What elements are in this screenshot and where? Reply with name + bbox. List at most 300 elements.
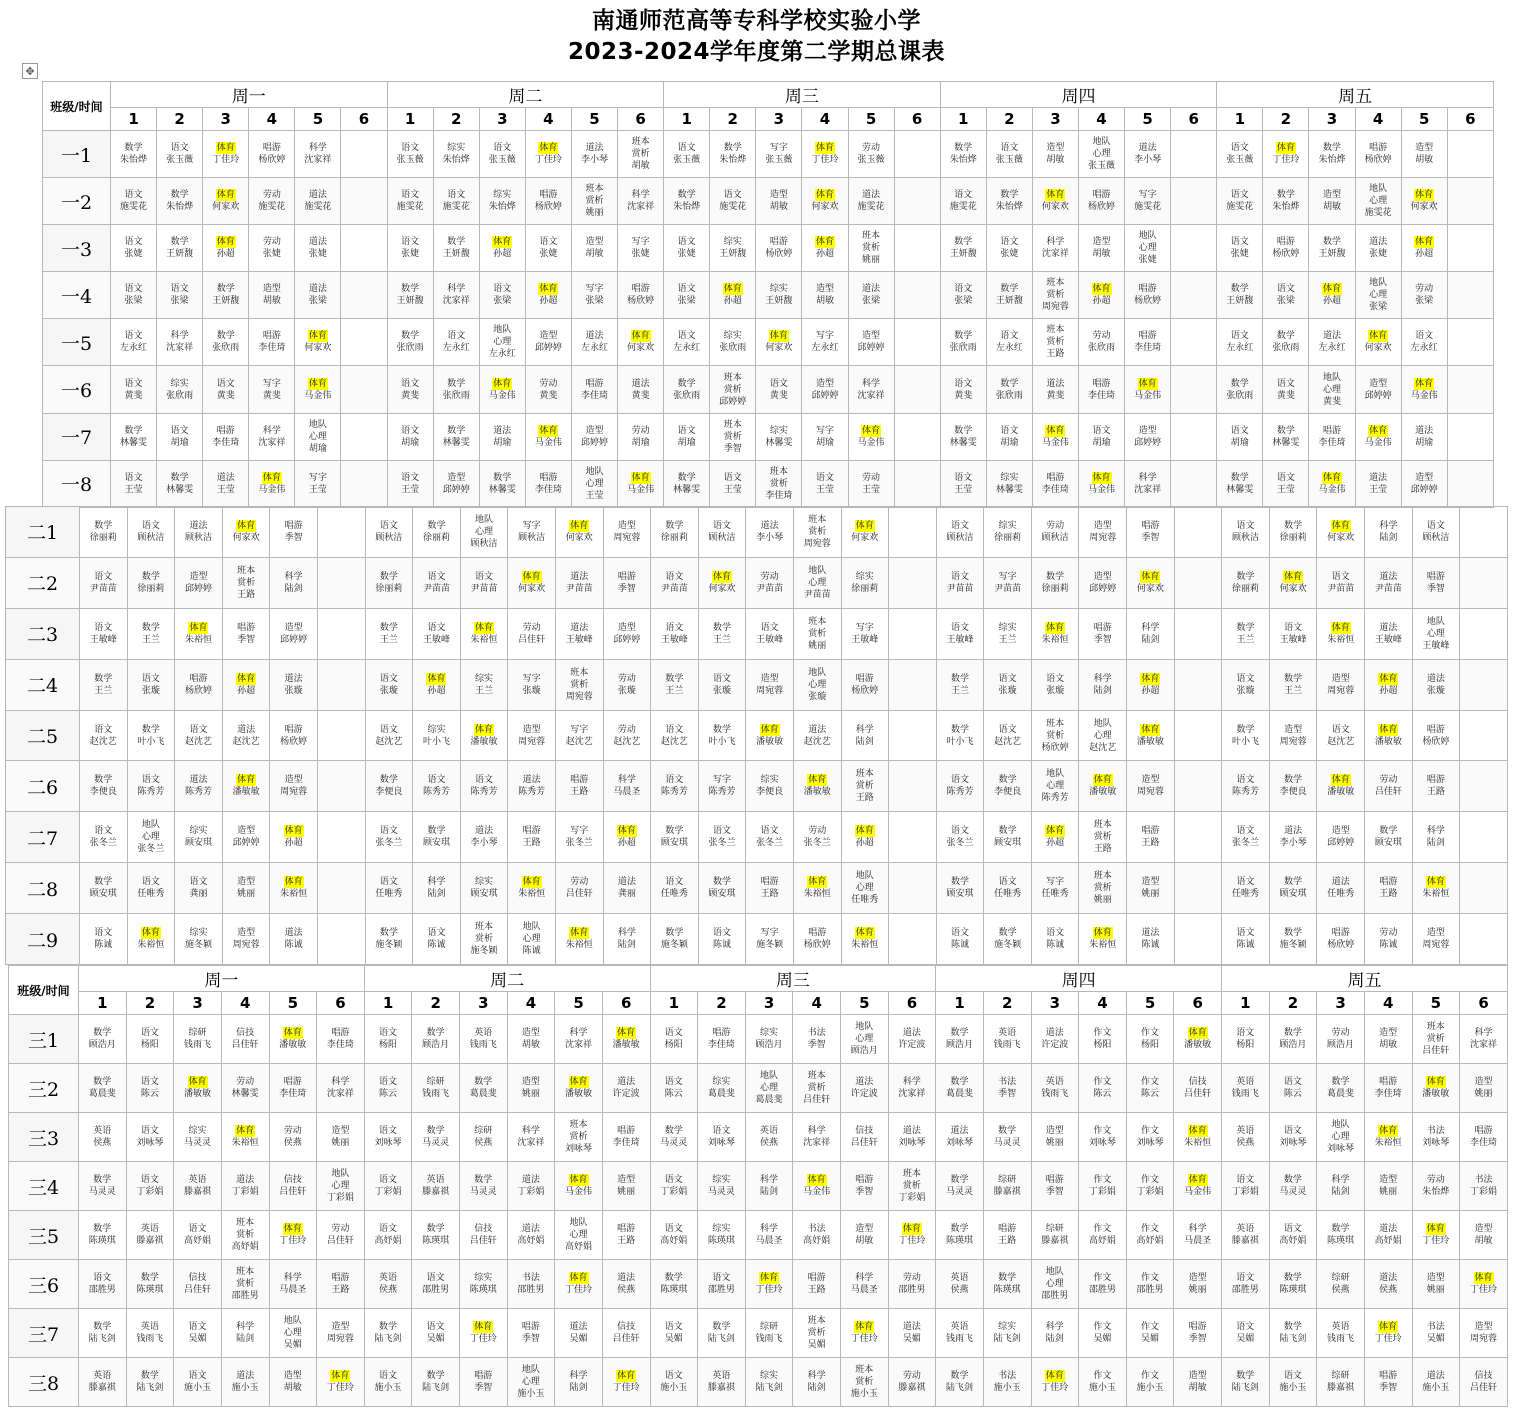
lesson-cell[interactable] [295, 178, 341, 225]
lesson-cell[interactable] [984, 812, 1032, 863]
lesson-cell[interactable] [174, 1162, 222, 1211]
lesson-cell[interactable] [841, 659, 889, 710]
lesson-cell[interactable] [1269, 812, 1317, 863]
lesson-cell[interactable] [984, 761, 1032, 812]
lesson-cell[interactable] [936, 1162, 984, 1211]
lesson-cell[interactable] [1412, 1064, 1460, 1113]
lesson-cell[interactable] [710, 413, 756, 460]
lesson-cell[interactable] [1079, 1358, 1127, 1407]
lesson-cell[interactable] [848, 272, 894, 319]
lesson-cell[interactable] [460, 863, 508, 914]
lesson-cell[interactable] [365, 761, 413, 812]
lesson-cell[interactable] [664, 178, 710, 225]
lesson-cell[interactable] [1365, 914, 1413, 965]
lesson-cell[interactable] [936, 608, 984, 659]
lesson-cell[interactable] [651, 507, 699, 558]
lesson-cell[interactable] [986, 460, 1032, 507]
lesson-cell[interactable] [1460, 1162, 1508, 1211]
lesson-cell[interactable] [651, 863, 699, 914]
lesson-cell[interactable] [341, 319, 387, 366]
lesson-cell[interactable] [270, 914, 318, 965]
lesson-cell[interactable] [412, 1211, 460, 1260]
lesson-cell[interactable] [936, 761, 984, 812]
lesson-cell[interactable] [936, 1064, 984, 1113]
lesson-cell[interactable] [984, 710, 1032, 761]
lesson-cell[interactable] [756, 225, 802, 272]
lesson-cell[interactable] [936, 557, 984, 608]
lesson-cell[interactable] [1412, 914, 1460, 965]
lesson-cell[interactable] [1127, 557, 1175, 608]
lesson-cell[interactable] [1031, 761, 1079, 812]
lesson-cell[interactable] [1032, 319, 1078, 366]
lesson-cell[interactable] [555, 608, 603, 659]
lesson-cell[interactable] [364, 1260, 412, 1309]
lesson-cell[interactable] [710, 460, 756, 507]
lesson-cell[interactable] [802, 366, 848, 413]
lesson-cell[interactable] [1031, 1162, 1079, 1211]
lesson-cell[interactable] [270, 507, 318, 558]
lesson-cell[interactable] [433, 460, 479, 507]
lesson-cell[interactable] [525, 272, 571, 319]
lesson-cell[interactable] [221, 1113, 269, 1162]
lesson-cell[interactable] [848, 413, 894, 460]
lesson-cell[interactable] [203, 366, 249, 413]
lesson-cell[interactable] [1126, 1015, 1174, 1064]
lesson-cell[interactable] [175, 863, 223, 914]
lesson-cell[interactable] [1309, 413, 1355, 460]
lesson-cell[interactable] [508, 608, 556, 659]
lesson-cell[interactable] [270, 710, 318, 761]
lesson-cell[interactable] [1079, 1113, 1127, 1162]
lesson-cell[interactable] [1127, 914, 1175, 965]
lesson-cell[interactable] [127, 507, 175, 558]
lesson-cell[interactable] [841, 863, 889, 914]
lesson-cell[interactable] [460, 1211, 508, 1260]
lesson-cell[interactable] [848, 178, 894, 225]
lesson-cell[interactable] [1412, 761, 1460, 812]
lesson-cell[interactable] [793, 863, 841, 914]
lesson-cell[interactable] [664, 225, 710, 272]
lesson-cell[interactable] [317, 608, 365, 659]
lesson-cell[interactable] [745, 1064, 793, 1113]
lesson-cell[interactable] [508, 812, 556, 863]
lesson-cell[interactable] [126, 1162, 174, 1211]
lesson-cell[interactable] [894, 460, 940, 507]
lesson-cell[interactable] [221, 1260, 269, 1309]
lesson-cell[interactable] [983, 1162, 1031, 1211]
lesson-cell[interactable] [1317, 659, 1365, 710]
lesson-cell[interactable] [746, 761, 794, 812]
lesson-cell[interactable] [940, 460, 986, 507]
lesson-cell[interactable] [841, 1162, 889, 1211]
lesson-cell[interactable] [126, 1064, 174, 1113]
lesson-cell[interactable] [1031, 659, 1079, 710]
lesson-cell[interactable] [841, 1113, 889, 1162]
lesson-cell[interactable] [603, 608, 651, 659]
lesson-cell[interactable] [433, 225, 479, 272]
lesson-cell[interactable] [203, 225, 249, 272]
lesson-cell[interactable] [1365, 863, 1413, 914]
lesson-cell[interactable] [111, 178, 157, 225]
lesson-cell[interactable] [710, 178, 756, 225]
lesson-cell[interactable] [479, 413, 525, 460]
lesson-cell[interactable] [1174, 608, 1222, 659]
lesson-cell[interactable] [174, 1260, 222, 1309]
lesson-cell[interactable] [603, 863, 651, 914]
lesson-cell[interactable] [1222, 1309, 1270, 1358]
lesson-cell[interactable] [1079, 812, 1127, 863]
lesson-cell[interactable] [940, 272, 986, 319]
lesson-cell[interactable] [802, 272, 848, 319]
lesson-cell[interactable] [1447, 319, 1493, 366]
lesson-cell[interactable] [1412, 608, 1460, 659]
lesson-cell[interactable] [940, 413, 986, 460]
lesson-cell[interactable] [295, 413, 341, 460]
lesson-cell[interactable] [413, 914, 461, 965]
lesson-cell[interactable] [940, 366, 986, 413]
lesson-cell[interactable] [111, 319, 157, 366]
lesson-cell[interactable] [1412, 1211, 1460, 1260]
lesson-cell[interactable] [555, 1015, 603, 1064]
lesson-cell[interactable] [479, 131, 525, 178]
lesson-cell[interactable] [127, 914, 175, 965]
lesson-cell[interactable] [1412, 1309, 1460, 1358]
lesson-cell[interactable] [1174, 1064, 1222, 1113]
lesson-cell[interactable] [894, 272, 940, 319]
lesson-cell[interactable] [111, 272, 157, 319]
lesson-cell[interactable] [317, 1260, 365, 1309]
lesson-cell[interactable] [756, 178, 802, 225]
lesson-cell[interactable] [698, 1015, 746, 1064]
lesson-cell[interactable] [1447, 413, 1493, 460]
lesson-cell[interactable] [157, 366, 203, 413]
lesson-cell[interactable] [664, 366, 710, 413]
lesson-cell[interactable] [1171, 319, 1217, 366]
lesson-cell[interactable] [1032, 413, 1078, 460]
lesson-cell[interactable] [364, 1358, 412, 1407]
lesson-cell[interactable] [317, 812, 365, 863]
lesson-cell[interactable] [1317, 863, 1365, 914]
lesson-cell[interactable] [603, 812, 651, 863]
lesson-cell[interactable] [1460, 608, 1508, 659]
lesson-cell[interactable] [1460, 1358, 1508, 1407]
lesson-cell[interactable] [888, 1309, 936, 1358]
lesson-cell[interactable] [618, 225, 664, 272]
lesson-cell[interactable] [1222, 1015, 1270, 1064]
lesson-cell[interactable] [127, 608, 175, 659]
lesson-cell[interactable] [984, 608, 1032, 659]
lesson-cell[interactable] [365, 812, 413, 863]
lesson-cell[interactable] [841, 608, 889, 659]
lesson-cell[interactable] [984, 863, 1032, 914]
lesson-cell[interactable] [555, 659, 603, 710]
lesson-cell[interactable] [1365, 761, 1413, 812]
lesson-cell[interactable] [1317, 1113, 1365, 1162]
lesson-cell[interactable] [1401, 131, 1447, 178]
lesson-cell[interactable] [603, 557, 651, 608]
lesson-cell[interactable] [1269, 1064, 1317, 1113]
lesson-cell[interactable] [1171, 366, 1217, 413]
lesson-cell[interactable] [1365, 557, 1413, 608]
lesson-cell[interactable] [479, 272, 525, 319]
lesson-cell[interactable] [841, 761, 889, 812]
lesson-cell[interactable] [270, 761, 318, 812]
lesson-cell[interactable] [650, 1309, 698, 1358]
lesson-cell[interactable] [1126, 1113, 1174, 1162]
lesson-cell[interactable] [433, 272, 479, 319]
lesson-cell[interactable] [222, 710, 270, 761]
lesson-cell[interactable] [650, 1211, 698, 1260]
lesson-cell[interactable] [603, 761, 651, 812]
lesson-cell[interactable] [555, 1309, 603, 1358]
lesson-cell[interactable] [222, 507, 270, 558]
lesson-cell[interactable] [79, 1358, 127, 1407]
lesson-cell[interactable] [1222, 761, 1270, 812]
lesson-cell[interactable] [525, 225, 571, 272]
lesson-cell[interactable] [1031, 507, 1079, 558]
lesson-cell[interactable] [571, 413, 617, 460]
lesson-cell[interactable] [746, 608, 794, 659]
lesson-cell[interactable] [1412, 1260, 1460, 1309]
lesson-cell[interactable] [412, 1015, 460, 1064]
lesson-cell[interactable] [894, 366, 940, 413]
lesson-cell[interactable] [222, 761, 270, 812]
lesson-cell[interactable] [984, 507, 1032, 558]
lesson-cell[interactable] [894, 131, 940, 178]
lesson-cell[interactable] [1079, 710, 1127, 761]
lesson-cell[interactable] [317, 1162, 365, 1211]
lesson-cell[interactable] [756, 460, 802, 507]
lesson-cell[interactable] [1079, 1211, 1127, 1260]
lesson-cell[interactable] [1032, 366, 1078, 413]
lesson-cell[interactable] [157, 460, 203, 507]
lesson-cell[interactable] [1078, 225, 1124, 272]
lesson-cell[interactable] [387, 272, 433, 319]
lesson-cell[interactable] [848, 366, 894, 413]
lesson-cell[interactable] [602, 1015, 650, 1064]
lesson-cell[interactable] [1355, 366, 1401, 413]
lesson-cell[interactable] [802, 131, 848, 178]
lesson-cell[interactable] [460, 507, 508, 558]
lesson-cell[interactable] [651, 812, 699, 863]
lesson-cell[interactable] [1222, 659, 1270, 710]
lesson-cell[interactable] [1217, 131, 1263, 178]
lesson-cell[interactable] [460, 1113, 508, 1162]
lesson-cell[interactable] [602, 1260, 650, 1309]
lesson-cell[interactable] [1355, 319, 1401, 366]
lesson-cell[interactable] [1079, 1309, 1127, 1358]
lesson-cell[interactable] [984, 557, 1032, 608]
lesson-cell[interactable] [174, 1113, 222, 1162]
lesson-cell[interactable] [1174, 659, 1222, 710]
lesson-cell[interactable] [126, 1358, 174, 1407]
lesson-cell[interactable] [1460, 863, 1508, 914]
lesson-cell[interactable] [1412, 710, 1460, 761]
lesson-cell[interactable] [555, 1162, 603, 1211]
lesson-cell[interactable] [175, 557, 223, 608]
lesson-cell[interactable] [1269, 1211, 1317, 1260]
lesson-cell[interactable] [111, 131, 157, 178]
lesson-cell[interactable] [507, 1260, 555, 1309]
lesson-cell[interactable] [221, 1162, 269, 1211]
lesson-cell[interactable] [507, 1064, 555, 1113]
lesson-cell[interactable] [1222, 914, 1270, 965]
lesson-cell[interactable] [174, 1358, 222, 1407]
lesson-cell[interactable] [571, 272, 617, 319]
lesson-cell[interactable] [651, 710, 699, 761]
lesson-cell[interactable] [222, 812, 270, 863]
lesson-cell[interactable] [222, 608, 270, 659]
lesson-cell[interactable] [1125, 460, 1171, 507]
lesson-cell[interactable] [698, 710, 746, 761]
lesson-cell[interactable] [365, 914, 413, 965]
lesson-cell[interactable] [983, 1309, 1031, 1358]
lesson-cell[interactable] [1222, 1162, 1270, 1211]
lesson-cell[interactable] [1263, 225, 1309, 272]
lesson-cell[interactable] [174, 1015, 222, 1064]
lesson-cell[interactable] [174, 1211, 222, 1260]
lesson-cell[interactable] [1222, 710, 1270, 761]
lesson-cell[interactable] [841, 507, 889, 558]
lesson-cell[interactable] [936, 1309, 984, 1358]
lesson-cell[interactable] [618, 366, 664, 413]
lesson-cell[interactable] [1364, 1162, 1412, 1211]
lesson-cell[interactable] [249, 225, 295, 272]
lesson-cell[interactable] [1222, 557, 1270, 608]
lesson-cell[interactable] [746, 812, 794, 863]
lesson-cell[interactable] [802, 178, 848, 225]
lesson-cell[interactable] [1217, 272, 1263, 319]
lesson-cell[interactable] [508, 863, 556, 914]
lesson-cell[interactable] [413, 507, 461, 558]
lesson-cell[interactable] [983, 1211, 1031, 1260]
lesson-cell[interactable] [618, 131, 664, 178]
lesson-cell[interactable] [1317, 710, 1365, 761]
lesson-cell[interactable] [841, 1260, 889, 1309]
move-handle-icon[interactable]: ✥ [22, 63, 38, 79]
lesson-cell[interactable] [79, 1260, 127, 1309]
lesson-cell[interactable] [602, 1162, 650, 1211]
lesson-cell[interactable] [1317, 608, 1365, 659]
lesson-cell[interactable] [317, 1309, 365, 1358]
lesson-cell[interactable] [1263, 413, 1309, 460]
lesson-cell[interactable] [413, 710, 461, 761]
lesson-cell[interactable] [940, 319, 986, 366]
lesson-cell[interactable] [460, 608, 508, 659]
lesson-cell[interactable] [698, 812, 746, 863]
lesson-cell[interactable] [1412, 557, 1460, 608]
lesson-cell[interactable] [1078, 413, 1124, 460]
lesson-cell[interactable] [936, 1211, 984, 1260]
lesson-cell[interactable] [555, 812, 603, 863]
lesson-cell[interactable] [317, 1015, 365, 1064]
lesson-cell[interactable] [1317, 812, 1365, 863]
lesson-cell[interactable] [1032, 272, 1078, 319]
lesson-cell[interactable] [841, 1064, 889, 1113]
lesson-cell[interactable] [745, 1015, 793, 1064]
lesson-cell[interactable] [698, 1113, 746, 1162]
lesson-cell[interactable] [295, 272, 341, 319]
lesson-cell[interactable] [433, 178, 479, 225]
lesson-cell[interactable] [1031, 608, 1079, 659]
lesson-cell[interactable] [270, 659, 318, 710]
lesson-cell[interactable] [651, 914, 699, 965]
lesson-cell[interactable] [1031, 557, 1079, 608]
lesson-cell[interactable] [1401, 460, 1447, 507]
lesson-cell[interactable] [841, 1015, 889, 1064]
lesson-cell[interactable] [126, 1113, 174, 1162]
lesson-cell[interactable] [1031, 1211, 1079, 1260]
lesson-cell[interactable] [698, 1358, 746, 1407]
lesson-cell[interactable] [222, 863, 270, 914]
lesson-cell[interactable] [793, 1064, 841, 1113]
lesson-cell[interactable] [1447, 460, 1493, 507]
lesson-cell[interactable] [602, 1211, 650, 1260]
lesson-cell[interactable] [1079, 914, 1127, 965]
lesson-cell[interactable] [387, 131, 433, 178]
lesson-cell[interactable] [1031, 1064, 1079, 1113]
lesson-cell[interactable] [1412, 659, 1460, 710]
lesson-cell[interactable] [1269, 608, 1317, 659]
lesson-cell[interactable] [80, 557, 128, 608]
lesson-cell[interactable] [936, 812, 984, 863]
lesson-cell[interactable] [555, 1113, 603, 1162]
lesson-cell[interactable] [1127, 507, 1175, 558]
lesson-cell[interactable] [111, 366, 157, 413]
lesson-cell[interactable] [1125, 366, 1171, 413]
lesson-cell[interactable] [364, 1309, 412, 1358]
lesson-cell[interactable] [848, 319, 894, 366]
lesson-cell[interactable] [1269, 1309, 1317, 1358]
lesson-cell[interactable] [1263, 366, 1309, 413]
lesson-cell[interactable] [1171, 178, 1217, 225]
lesson-cell[interactable] [793, 812, 841, 863]
lesson-cell[interactable] [1222, 1358, 1270, 1407]
lesson-cell[interactable] [1364, 1309, 1412, 1358]
lesson-cell[interactable] [270, 812, 318, 863]
lesson-cell[interactable] [1079, 1162, 1127, 1211]
lesson-cell[interactable] [1269, 507, 1317, 558]
lesson-cell[interactable] [460, 1162, 508, 1211]
lesson-cell[interactable] [295, 460, 341, 507]
lesson-cell[interactable] [986, 319, 1032, 366]
lesson-cell[interactable] [793, 1260, 841, 1309]
lesson-cell[interactable] [413, 761, 461, 812]
lesson-cell[interactable] [984, 659, 1032, 710]
lesson-cell[interactable] [1079, 1015, 1127, 1064]
lesson-cell[interactable] [341, 366, 387, 413]
lesson-cell[interactable] [295, 225, 341, 272]
lesson-cell[interactable] [365, 863, 413, 914]
lesson-cell[interactable] [317, 1064, 365, 1113]
lesson-cell[interactable] [341, 272, 387, 319]
lesson-cell[interactable] [698, 608, 746, 659]
lesson-cell[interactable] [746, 507, 794, 558]
lesson-cell[interactable] [1127, 710, 1175, 761]
lesson-cell[interactable] [1031, 1358, 1079, 1407]
lesson-cell[interactable] [1222, 1113, 1270, 1162]
lesson-cell[interactable] [802, 413, 848, 460]
lesson-cell[interactable] [1412, 1015, 1460, 1064]
lesson-cell[interactable] [745, 1358, 793, 1407]
lesson-cell[interactable] [80, 863, 128, 914]
lesson-cell[interactable] [793, 507, 841, 558]
lesson-cell[interactable] [1127, 608, 1175, 659]
lesson-cell[interactable] [365, 608, 413, 659]
lesson-cell[interactable] [1309, 225, 1355, 272]
lesson-cell[interactable] [317, 761, 365, 812]
lesson-cell[interactable] [710, 272, 756, 319]
